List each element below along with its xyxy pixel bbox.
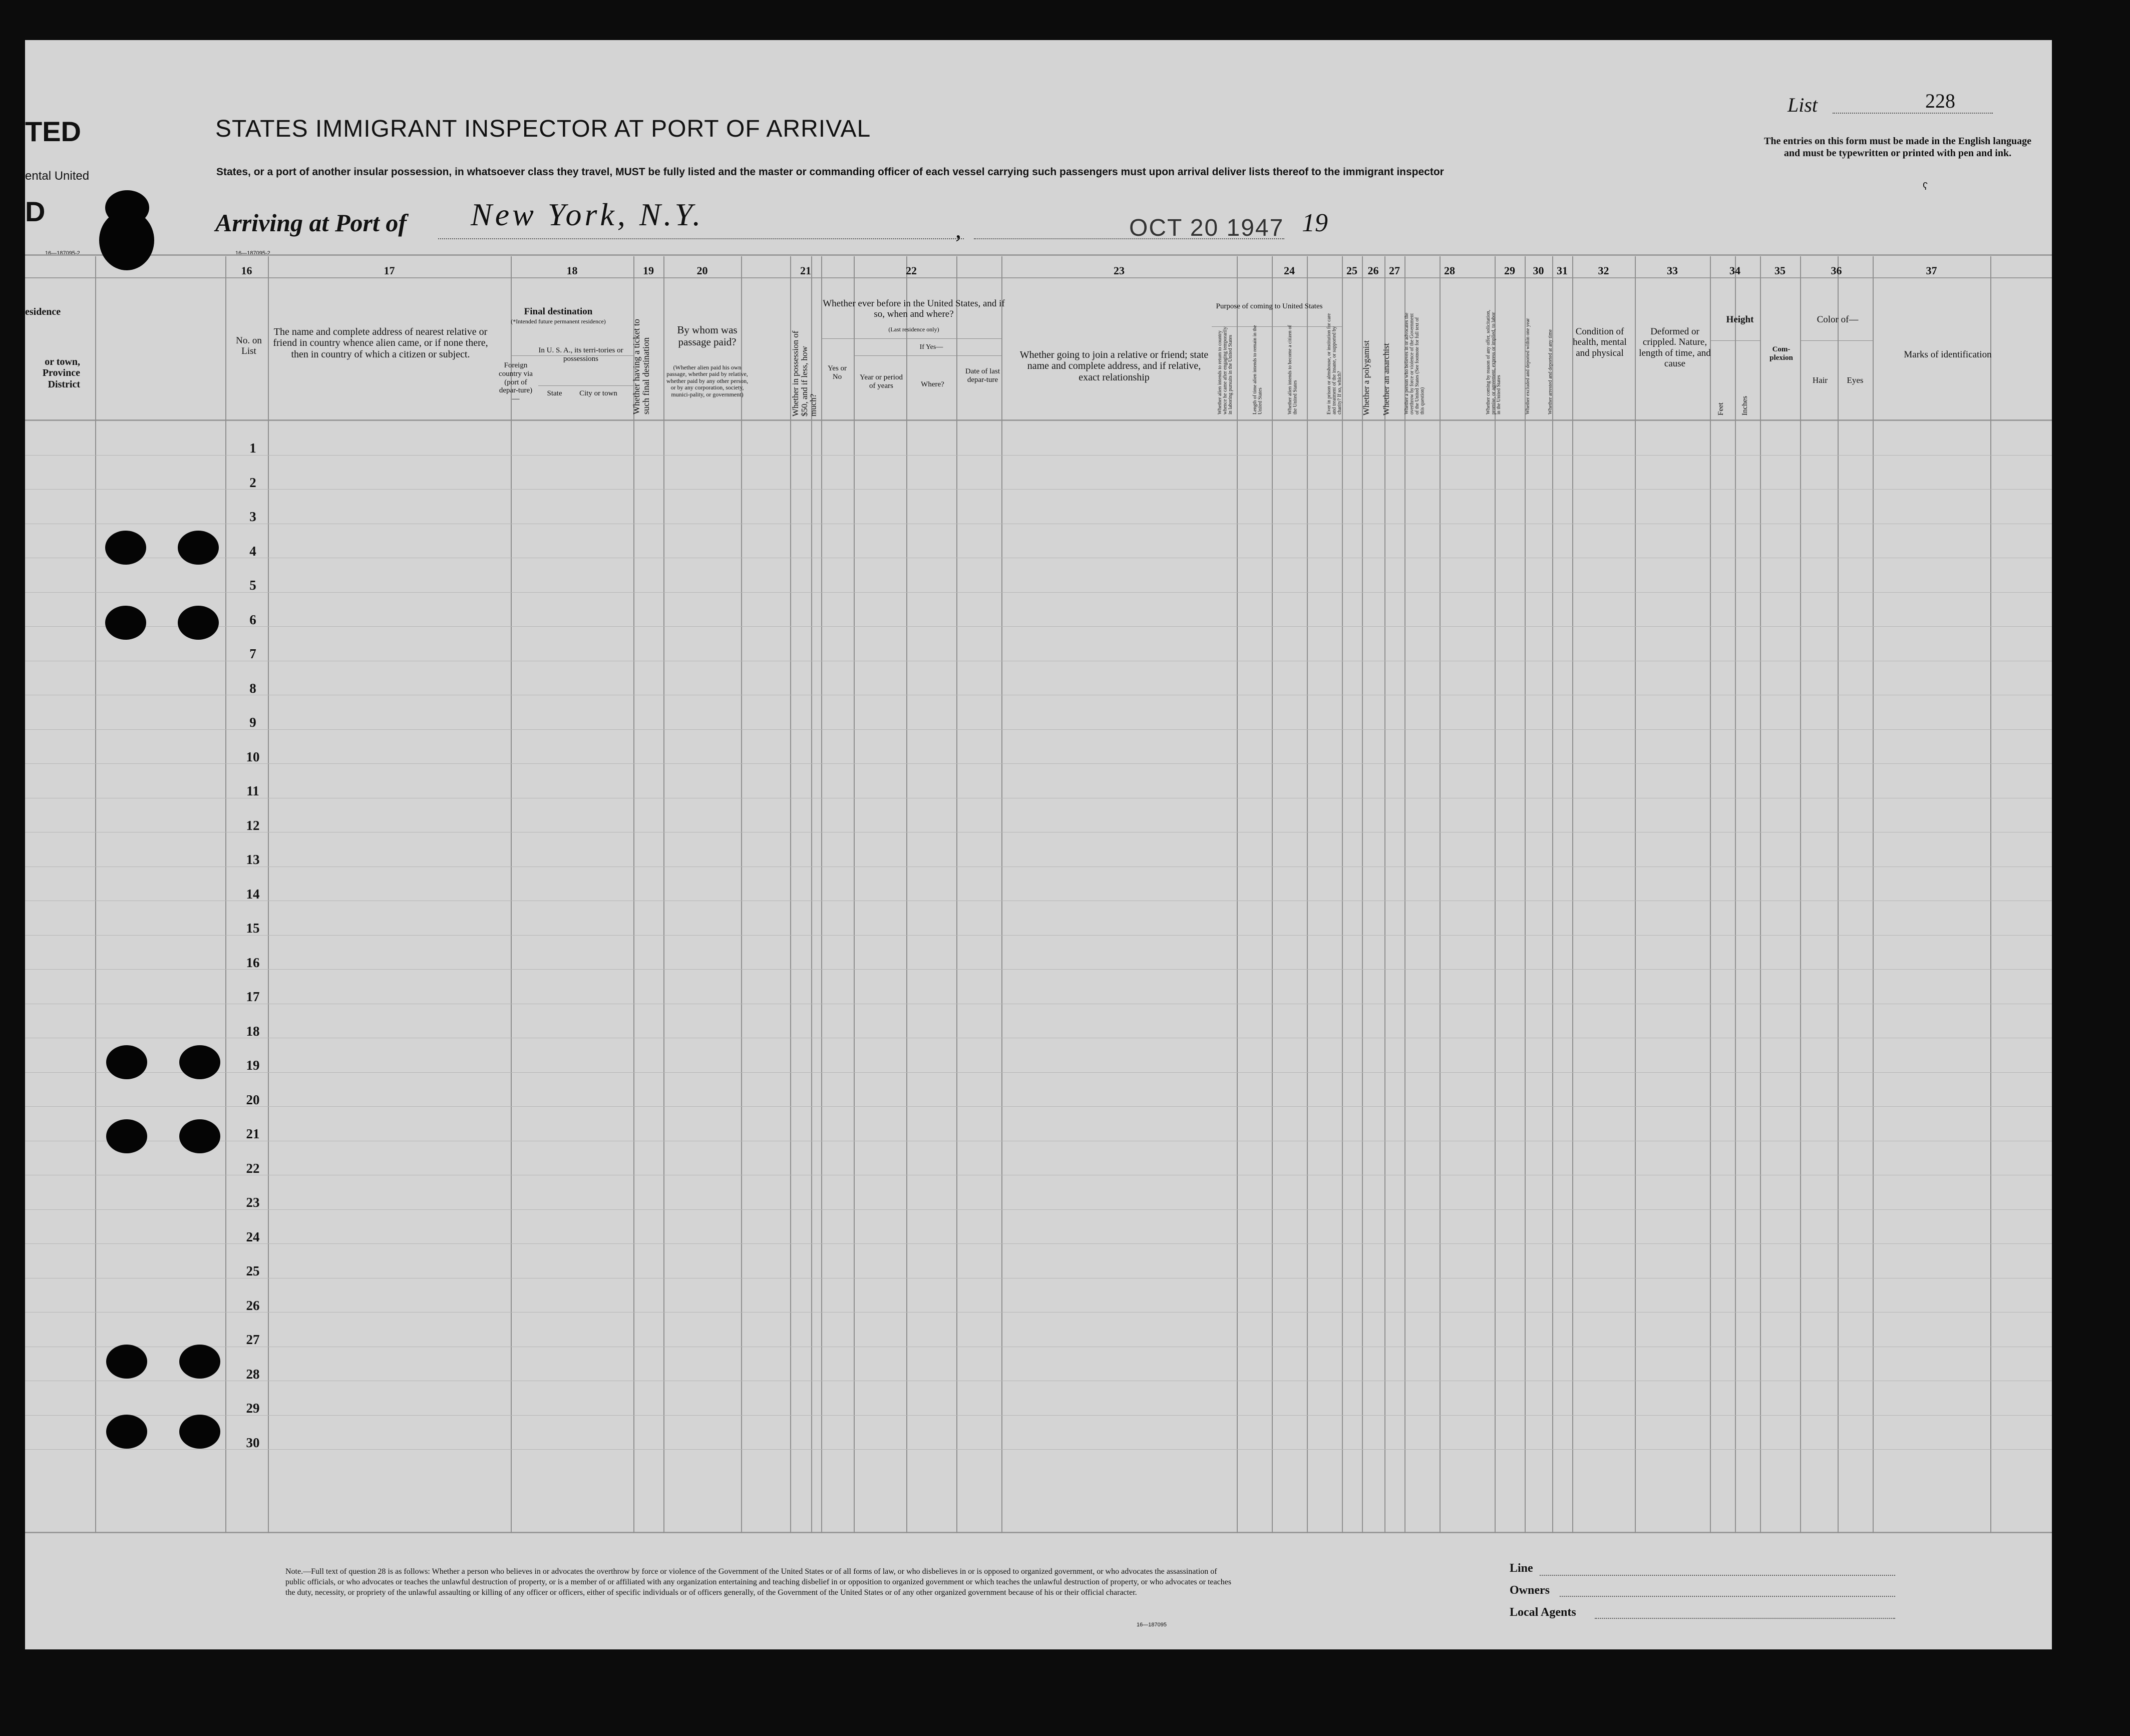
- header-in-usa: In U. S. A., its terri-tories or possessions: [538, 346, 623, 363]
- header-anarchist: Whether an anarchist: [1381, 343, 1391, 415]
- table-row: [25, 1415, 2052, 1416]
- header-bottom-rule: [25, 419, 2052, 421]
- header-purpose-citizen: Whether alien intends to become a citizen of the United States: [1287, 325, 1298, 414]
- punch-hole: [179, 1345, 220, 1379]
- punch-hole: [105, 606, 146, 640]
- row-number: 13: [246, 852, 260, 867]
- table-column-divider: [1552, 256, 1553, 1533]
- instructions-note: The entries on this form must be made in the English language and must be typewritten or printed with pen and ink.: [1764, 136, 2031, 159]
- row-number: 30: [246, 1435, 260, 1450]
- table-row: [25, 489, 2052, 490]
- table-column-divider: [1760, 256, 1761, 1533]
- table-column-divider: [1272, 256, 1273, 1533]
- table-column-divider: [1710, 256, 1711, 1533]
- header-city: City or town: [579, 389, 617, 397]
- table-column-divider: [1307, 256, 1308, 1533]
- header-state: State: [547, 389, 562, 397]
- table-column-divider: [663, 256, 664, 1533]
- header-eyes: Eyes: [1847, 375, 1864, 385]
- table-column-divider: [1990, 256, 1991, 1533]
- table-column-divider: [790, 256, 791, 1533]
- town-label: or town, Province District: [42, 356, 80, 390]
- signature-owners-label: Owners: [1510, 1584, 1550, 1597]
- manifest-page: [25, 40, 2052, 1649]
- punch-hole: [179, 1045, 220, 1079]
- column-number: 22: [906, 264, 917, 277]
- header-offer-labor: Whether coming by reason of any offer, solicitation, promise, or agreement, express or implied, to labor in the United States: [1486, 309, 1502, 414]
- row-number: 22: [246, 1160, 260, 1176]
- column-number: 34: [1729, 264, 1740, 277]
- residence-label: esidence: [25, 306, 61, 317]
- row-number: 11: [246, 783, 259, 798]
- header-date-last-departure: Date of last depar-ture: [965, 367, 1000, 384]
- page-title: STATES IMMIGRANT INSPECTOR AT PORT OF ARRIVAL: [215, 116, 871, 142]
- ink-mark: ʕ: [1923, 181, 1928, 192]
- table-row: [25, 455, 2052, 456]
- column-number: 23: [1114, 264, 1125, 277]
- table-row: [25, 866, 2052, 867]
- column-number: 25: [1346, 264, 1357, 277]
- row-number: 19: [246, 1058, 260, 1073]
- column-number-rule: [25, 277, 2052, 278]
- table-row: [25, 1449, 2052, 1450]
- punch-hole: [106, 1119, 147, 1153]
- row-number: 29: [246, 1401, 260, 1416]
- table-row: [25, 626, 2052, 627]
- header-feet: Feet: [1717, 402, 1725, 415]
- punch-hole: [105, 190, 149, 225]
- table-row: [25, 592, 2052, 593]
- punch-hole: [179, 1119, 220, 1153]
- table-column-divider: [633, 256, 634, 1533]
- port-underline: [438, 238, 964, 239]
- row-number: 17: [246, 989, 260, 1004]
- signature-owners-underline: [1560, 1596, 1895, 1597]
- signature-line-underline: [1540, 1575, 1895, 1576]
- table-column-divider: [1342, 256, 1343, 1533]
- table-column-divider: [956, 256, 957, 1533]
- list-underline: [1833, 113, 1993, 114]
- table-row: [25, 1209, 2052, 1210]
- header-purpose-return: Whether alien intends to return to country whence he came after engaging temporarily in laboring pursuits in the United States: [1217, 326, 1233, 414]
- table-column-divider: [1495, 256, 1496, 1533]
- signature-local-agents-label: Local Agents: [1510, 1606, 1576, 1619]
- row-number: 28: [246, 1366, 260, 1382]
- punch-hole: [106, 1415, 147, 1449]
- header-hair: Hair: [1812, 375, 1828, 385]
- header-yes-no: Yes or No: [827, 364, 847, 381]
- page-subtitle: States, or a port of another insular possession, in whatsoever class they travel, MUST be fully listed and the master or commanding officer of each vessel carrying such passengers must upon arrival deliver lists thereof to the immigrant inspector: [216, 166, 1444, 178]
- header-going-to-join: Whether going to join a relative or friend; state name and complete address, and if relative, exact relationship: [1019, 349, 1209, 383]
- header-prison: Ever in prison or almshouse, or institution for care and treatment of the insane, or supported by charity? If so, which?: [1326, 313, 1342, 414]
- table-row: [25, 763, 2052, 764]
- table-column-divider: [1735, 256, 1736, 1533]
- row-number: 24: [246, 1229, 260, 1244]
- column-number: 18: [566, 264, 578, 277]
- year-prefix: 19: [1302, 209, 1328, 237]
- table-column-divider: [811, 256, 812, 1533]
- header-final-destination: Final destination: [524, 306, 593, 317]
- row-number: 4: [249, 543, 256, 559]
- row-number: 2: [249, 475, 256, 490]
- table-bottom-rule: [25, 1532, 2052, 1533]
- port-handwritten: New York, N.Y.: [471, 197, 704, 232]
- header-polygamist: Whether a polygamist: [1361, 340, 1371, 415]
- punch-hole: [106, 1345, 147, 1379]
- header-passage-paid: By whom was passage paid?: [677, 324, 738, 348]
- table-column-divider: [1384, 256, 1385, 1533]
- arriving-port-label: Arriving at Port of: [215, 209, 407, 237]
- column-number: 31: [1557, 264, 1568, 277]
- table-column-divider: [1001, 256, 1002, 1533]
- table-row: [25, 1243, 2052, 1244]
- table-column-divider: [741, 256, 742, 1533]
- signature-line-label: Line: [1510, 1562, 1533, 1575]
- header-marks-identification: Marks of identification: [1904, 349, 1992, 360]
- row-number: 16: [246, 955, 260, 970]
- row-number: 27: [246, 1332, 260, 1347]
- column-number: 36: [1831, 264, 1842, 277]
- footnote: Note.—Full text of question 28 is as follows: Whether a person who believes in or advocates the overthrow by force or violence of the Government of the United States or of all forms of law, or who disbelieves in or is opposed to organized government, or who advocates the assassination of public officials, or who advocates or teaches the unlawful destruction of property, or is a member of or affiliated with any organization entertaining and teaching disbelief in or opposition to organized government or which teaches the unlawful destruction of property, or who advocates or teaches the duty, necessity, or propriety of the unlawful assaulting or killing of any officer or officers, either of specific individuals or of officers generally, of the Government of the United States or of any other organized government because of his or their official character.: [285, 1567, 1232, 1597]
- row-number: 15: [246, 921, 260, 936]
- table-column-divider: [1404, 256, 1405, 1533]
- punch-hole: [178, 531, 219, 565]
- form-number: 16—187095-2: [45, 250, 80, 256]
- header-passage-paid-note: (Whether alien paid his own passage, whether paid by relative, whether paid by any other person, or by any corporation, society, munici-pality, or government): [666, 364, 749, 398]
- punch-hole: [105, 531, 146, 565]
- list-number: 228: [1925, 90, 1955, 112]
- header-no-on-list: No. on List: [236, 335, 262, 357]
- column-number: 16: [241, 264, 252, 277]
- row-number: 7: [249, 646, 256, 661]
- header-deported: Whether arrested and deported at any time: [1548, 329, 1553, 414]
- table-row: [25, 969, 2052, 970]
- table-row: [25, 935, 2052, 936]
- column-number: 30: [1533, 264, 1544, 277]
- header-complexion: Com-plexion: [1769, 345, 1793, 362]
- column-number: 19: [643, 264, 654, 277]
- footnote-form-number: 16—187095: [1137, 1622, 1167, 1628]
- table-column-divider: [1873, 256, 1874, 1533]
- header-last-residence: (Last residence only): [888, 326, 939, 333]
- row-number: 10: [246, 749, 260, 764]
- date-stamp: OCT 20 1947: [1129, 215, 1284, 241]
- header-purpose: Purpose of coming to United States: [1216, 302, 1323, 310]
- table-column-divider: [225, 256, 226, 1533]
- row-number: 8: [249, 680, 256, 696]
- header-subdivider: [538, 385, 633, 386]
- table-row: [25, 1072, 2052, 1073]
- table-column-divider: [906, 256, 907, 1533]
- row-number: 20: [246, 1092, 260, 1107]
- table-column-divider: [1635, 256, 1636, 1533]
- table-column-divider: [1572, 256, 1573, 1533]
- column-number: 28: [1444, 264, 1455, 277]
- table-column-divider: [511, 256, 512, 1533]
- column-number: 26: [1367, 264, 1379, 277]
- header-ever-before: Whether ever before in the United States, and if so, when and where?: [823, 298, 1005, 320]
- header-final-destination-note: (*Intended future permanent residence): [511, 318, 606, 325]
- column-number: 21: [800, 264, 811, 277]
- header-overthrow: Whether a person who believes in or advocates the overthrow by force or violence of the Government of the United States (See footnote for full text of this question): [1404, 312, 1426, 414]
- row-number: 26: [246, 1297, 260, 1313]
- column-number: 33: [1667, 264, 1678, 277]
- header-nearest-relative: The name and complete address of nearest relative or friend in country whence alien came, or if none there, then in country of which a citizen or subject.: [273, 326, 488, 360]
- header-subdivider: [1710, 340, 1760, 341]
- form-number: 16—187095-2: [235, 250, 270, 256]
- column-number: 29: [1504, 264, 1515, 277]
- table-row: [25, 1106, 2052, 1107]
- column-number: 35: [1774, 264, 1786, 277]
- header-condition-health: Condition of health, mental and physical: [1573, 326, 1627, 358]
- header-ticket: Whether having a ticket to such final destination: [631, 319, 651, 414]
- list-label: List: [1788, 94, 1818, 116]
- row-number: 23: [246, 1195, 260, 1210]
- comma: ,: [955, 217, 961, 243]
- table-row: [25, 1312, 2052, 1313]
- table-row: [25, 729, 2052, 730]
- header-color: Color of—: [1817, 314, 1859, 325]
- row-number: 12: [246, 817, 260, 833]
- row-number: 3: [249, 509, 256, 524]
- column-number: 17: [384, 264, 395, 277]
- row-number: 6: [249, 612, 256, 627]
- header-if-yes: If Yes—: [919, 343, 943, 351]
- table-column-divider: [1800, 256, 1801, 1533]
- header-subdivider: [854, 355, 1001, 356]
- header-where: Where?: [921, 380, 944, 388]
- left-page-fragment: D: [25, 196, 46, 227]
- table-column-divider: [1237, 256, 1238, 1533]
- column-number: 37: [1926, 264, 1937, 277]
- table-column-divider: [1440, 256, 1441, 1533]
- table-column-divider: [854, 256, 855, 1533]
- punch-hole: [179, 1415, 220, 1449]
- table-column-divider: [1838, 256, 1839, 1533]
- table-column-divider: [1525, 256, 1526, 1533]
- table-column-divider: [1362, 256, 1363, 1533]
- column-number: 24: [1284, 264, 1295, 277]
- header-purpose-length: Length of time alien intends to remain in the United States: [1252, 325, 1263, 414]
- row-number: 5: [249, 578, 256, 593]
- column-number: 20: [696, 264, 708, 277]
- table-column-divider: [821, 256, 822, 1533]
- left-page-fragment: ental United: [25, 169, 90, 183]
- table-column-divider: [95, 256, 96, 1533]
- row-number: 21: [246, 1126, 260, 1141]
- header-excluded: Whether excluded and deported within one year: [1525, 318, 1531, 414]
- column-number: 32: [1598, 264, 1609, 277]
- header-foreign-country: Foreign country via (port of depar-ture)—: [499, 361, 533, 403]
- column-number: 27: [1389, 264, 1400, 277]
- row-number: 1: [249, 441, 256, 456]
- row-number: 18: [246, 1023, 260, 1039]
- signature-local-agents-underline: [1595, 1618, 1895, 1619]
- table-top-rule: [25, 254, 2052, 256]
- punch-hole: [178, 606, 219, 640]
- punch-hole: [106, 1045, 147, 1079]
- row-number: 9: [249, 715, 256, 730]
- header-subdivider: [1800, 340, 1873, 341]
- header-height: Height: [1726, 314, 1754, 325]
- row-number: 14: [246, 886, 260, 902]
- header-inches: Inches: [1741, 395, 1749, 415]
- header-deformed: Deformed or crippled. Nature, length of time, and cause: [1639, 326, 1711, 369]
- header-year-or-period: Year or period of years: [860, 373, 903, 390]
- left-page-fragment: TED: [25, 116, 81, 147]
- row-number: 25: [246, 1263, 260, 1278]
- header-fifty-dollars: Whether in possession of $50, and if less, how much?: [791, 330, 818, 416]
- header-subdivider: [821, 338, 1001, 339]
